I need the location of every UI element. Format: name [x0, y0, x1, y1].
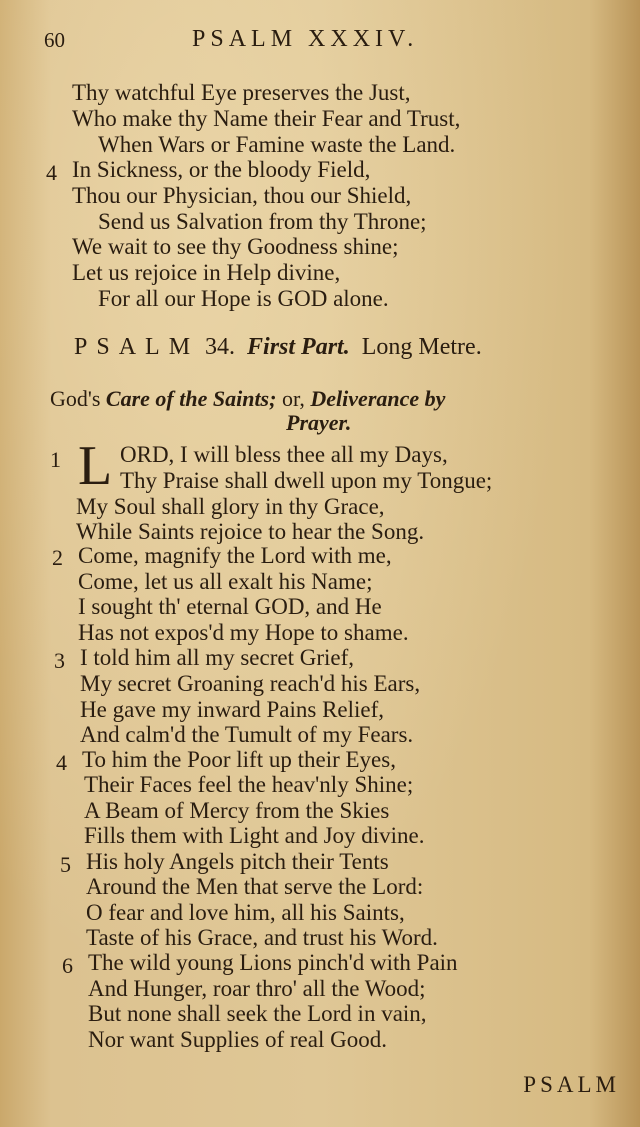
verse-line: And calm'd the Tumult of my Fears.	[80, 722, 414, 747]
stanza-number: 2	[52, 545, 63, 570]
verse-line: The wild young Lions pinch'd with Pain	[88, 950, 458, 975]
verse-line: Fills them with Light and Joy divine.	[84, 823, 425, 848]
verse-line: I sought th' eternal GOD, and He	[78, 594, 382, 619]
psalm-title	[74, 334, 482, 361]
verse-line: He gave my inward Pains Relief,	[80, 697, 385, 722]
verse-line: Let us rejoice in Help divine,	[72, 260, 341, 285]
drop-cap: L	[78, 435, 113, 497]
verse-line: His holy Angels pitch their Tents	[86, 849, 389, 874]
psalm-number: 34.	[205, 334, 236, 360]
verse-line: And Hunger, roar thro' all the Wood;	[88, 976, 426, 1001]
verse-line: Come, let us all exalt his Name;	[78, 569, 373, 594]
verse-line: Come, magnify the Lord with me,	[78, 543, 392, 568]
psalm-part: First Part.	[247, 334, 350, 360]
subtitle-italic: Prayer.	[286, 410, 352, 435]
subtitle-text: God's	[50, 386, 101, 411]
verse-line: A Beam of Mercy from the Skies	[84, 798, 390, 823]
verse-line: Around the Men that serve the Lord:	[86, 874, 424, 899]
verse-line: Taste of his Grace, and trust his Word.	[86, 925, 438, 950]
verse-line: While Saints rejoice to hear the Song.	[76, 519, 425, 544]
catchword: PSALM	[523, 1072, 620, 1097]
verse-line: In Sickness, or the bloody Field,	[72, 157, 371, 182]
stanza-number: 4	[56, 750, 67, 775]
verse-line: I told him all my secret Grief,	[80, 645, 355, 670]
verse-line: Nor want Supplies of real Good.	[88, 1027, 387, 1052]
psalm-label: PSALM	[74, 334, 200, 360]
verse-line: Who make thy Name their Fear and Trust,	[72, 106, 461, 131]
verse-line: O fear and love him, all his Saints,	[86, 900, 405, 925]
verse-line: When Wars or Famine waste the Land.	[98, 132, 456, 157]
stanza-number: 6	[62, 953, 73, 978]
verse-line: Their Faces feel the heav'nly Shine;	[84, 772, 414, 797]
verse-line: Thy watchful Eye preserves the Just,	[72, 80, 411, 105]
verse-line: My Soul shall glory in thy Grace,	[76, 494, 385, 519]
psalm-metre: Long Metre.	[361, 334, 482, 360]
page-number: 60	[44, 28, 65, 52]
verse-line: ORD, I will bless thee all my Days,	[120, 442, 448, 467]
verse-line: For all our Hope is GOD alone.	[98, 286, 389, 311]
verse-line: Send us Salvation from thy Throne;	[98, 209, 427, 234]
psalm-subtitle-line2	[286, 410, 351, 436]
subtitle-text: or,	[281, 386, 305, 411]
verse-line: Thou our Physician, thou our Shield,	[72, 183, 412, 208]
running-title: PSALM XXXIV.	[192, 26, 419, 52]
verse-line: But none shall seek the Lord in vain,	[88, 1001, 427, 1026]
verse-line: My secret Groaning reach'd his Ears,	[80, 671, 421, 696]
stanza-number: 4	[46, 160, 57, 185]
stanza-number: 1	[50, 447, 61, 472]
psalm-subtitle	[50, 386, 445, 412]
stanza-number: 3	[54, 648, 65, 673]
verse-line: To him the Poor lift up their Eyes,	[82, 747, 396, 772]
subtitle-italic: Deliverance by	[310, 386, 446, 411]
verse-line: We wait to see thy Goodness shine;	[72, 234, 399, 259]
verse-line: Thy Praise shall dwell upon my Tongue;	[120, 468, 493, 493]
verse-line: Has not expos'd my Hope to shame.	[78, 620, 409, 645]
stanza-number: 5	[60, 852, 71, 877]
subtitle-italic: Care of the Saints;	[105, 386, 277, 411]
